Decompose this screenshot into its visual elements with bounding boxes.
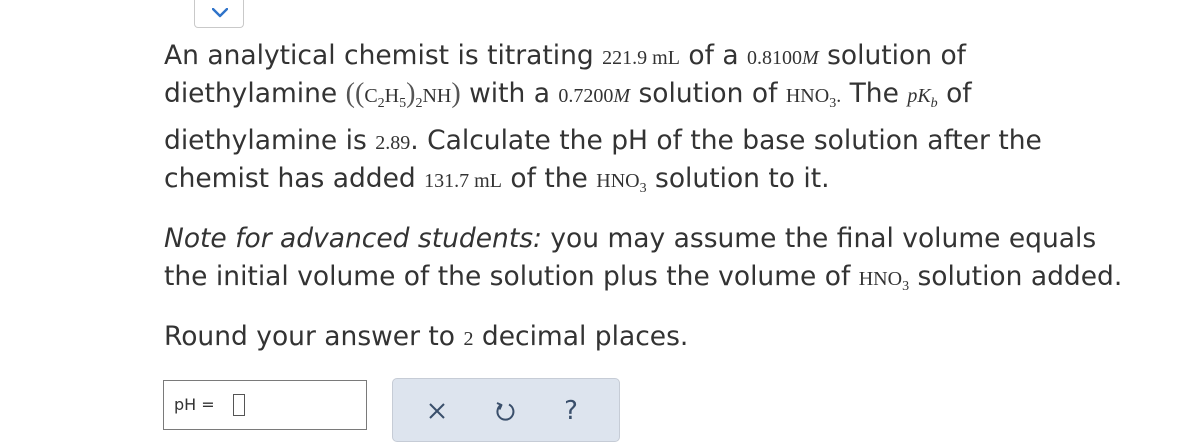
text: solution to it. <box>646 163 830 194</box>
clear-button[interactable] <box>423 397 451 425</box>
subscript: 2 <box>415 96 423 111</box>
base-concentration: 0.8100 <box>747 47 802 69</box>
undo-button[interactable] <box>491 397 519 425</box>
text: solution of <box>818 40 967 71</box>
subscript: 2 <box>377 96 385 111</box>
added-volume: 131.7 mL <box>424 170 502 192</box>
text: diethylamine is <box>164 125 376 156</box>
problem-line-3 <box>164 122 1194 160</box>
text: of <box>937 78 972 109</box>
text: chemist has added <box>164 163 425 194</box>
text: An analytical chemist is titrating <box>164 40 603 71</box>
acid-formula: HNO <box>858 268 903 290</box>
text: diethylamine <box>164 78 346 109</box>
subscript: 3 <box>902 279 910 294</box>
subscript: b <box>930 96 938 111</box>
text: solution of <box>630 78 786 109</box>
text: you may assume the final volume equals <box>541 223 1097 254</box>
formula-c: C <box>364 85 378 107</box>
answer-toolbar <box>392 378 620 442</box>
acid-concentration: 0.7200 <box>558 85 614 107</box>
base-volume: 221.9 mL <box>602 47 680 69</box>
ph-label: pH = <box>174 395 215 414</box>
pkb-symbol: pK <box>907 85 931 107</box>
collapse-toggle-button[interactable] <box>194 0 244 28</box>
formula-h: H <box>384 85 400 107</box>
note-label: Note for advanced students: <box>164 223 542 254</box>
problem-line-1 <box>164 37 1194 75</box>
chevron-down-icon <box>212 8 228 18</box>
rounding-instruction <box>164 318 1194 356</box>
formula-nh: NH <box>422 85 452 107</box>
problem-line-4 <box>164 160 1194 198</box>
text: The <box>841 78 908 109</box>
text: solution added. <box>909 261 1123 292</box>
acid-formula: HNO <box>785 85 830 107</box>
text: . <box>836 85 842 107</box>
subscript: 5 <box>399 96 407 111</box>
answer-box <box>163 380 367 430</box>
problem-statement <box>164 37 1194 356</box>
note-line-2 <box>164 258 1194 296</box>
subscript: 3 <box>829 96 837 111</box>
pkb-value: 2.89 <box>375 132 411 154</box>
molar-unit: M <box>802 47 819 69</box>
subscript: 3 <box>639 181 647 196</box>
text: . Calculate the pH of the base solution after the <box>410 125 1042 156</box>
text: of the <box>501 163 597 194</box>
help-button[interactable]: ? <box>564 396 578 426</box>
molar-unit: M <box>613 85 631 107</box>
text: with a <box>460 78 559 109</box>
text: of a <box>679 40 747 71</box>
text: the initial volume of the solution plus the volume of <box>164 261 859 292</box>
note-line-1 <box>164 220 1194 258</box>
text: decimal places. <box>473 321 689 352</box>
close-icon <box>428 402 446 420</box>
text: Round your answer to <box>164 321 464 352</box>
problem-line-2: diethylamine $((C_2H_5)_2NH)$ with a 0.7200M solution of $HNO_3$. The $pK_b$ of <box>164 78 972 111</box>
decimal-places: 2 <box>463 328 474 350</box>
acid-formula: HNO <box>596 170 640 192</box>
undo-icon <box>494 400 516 422</box>
ph-answer-input[interactable] <box>233 394 245 416</box>
